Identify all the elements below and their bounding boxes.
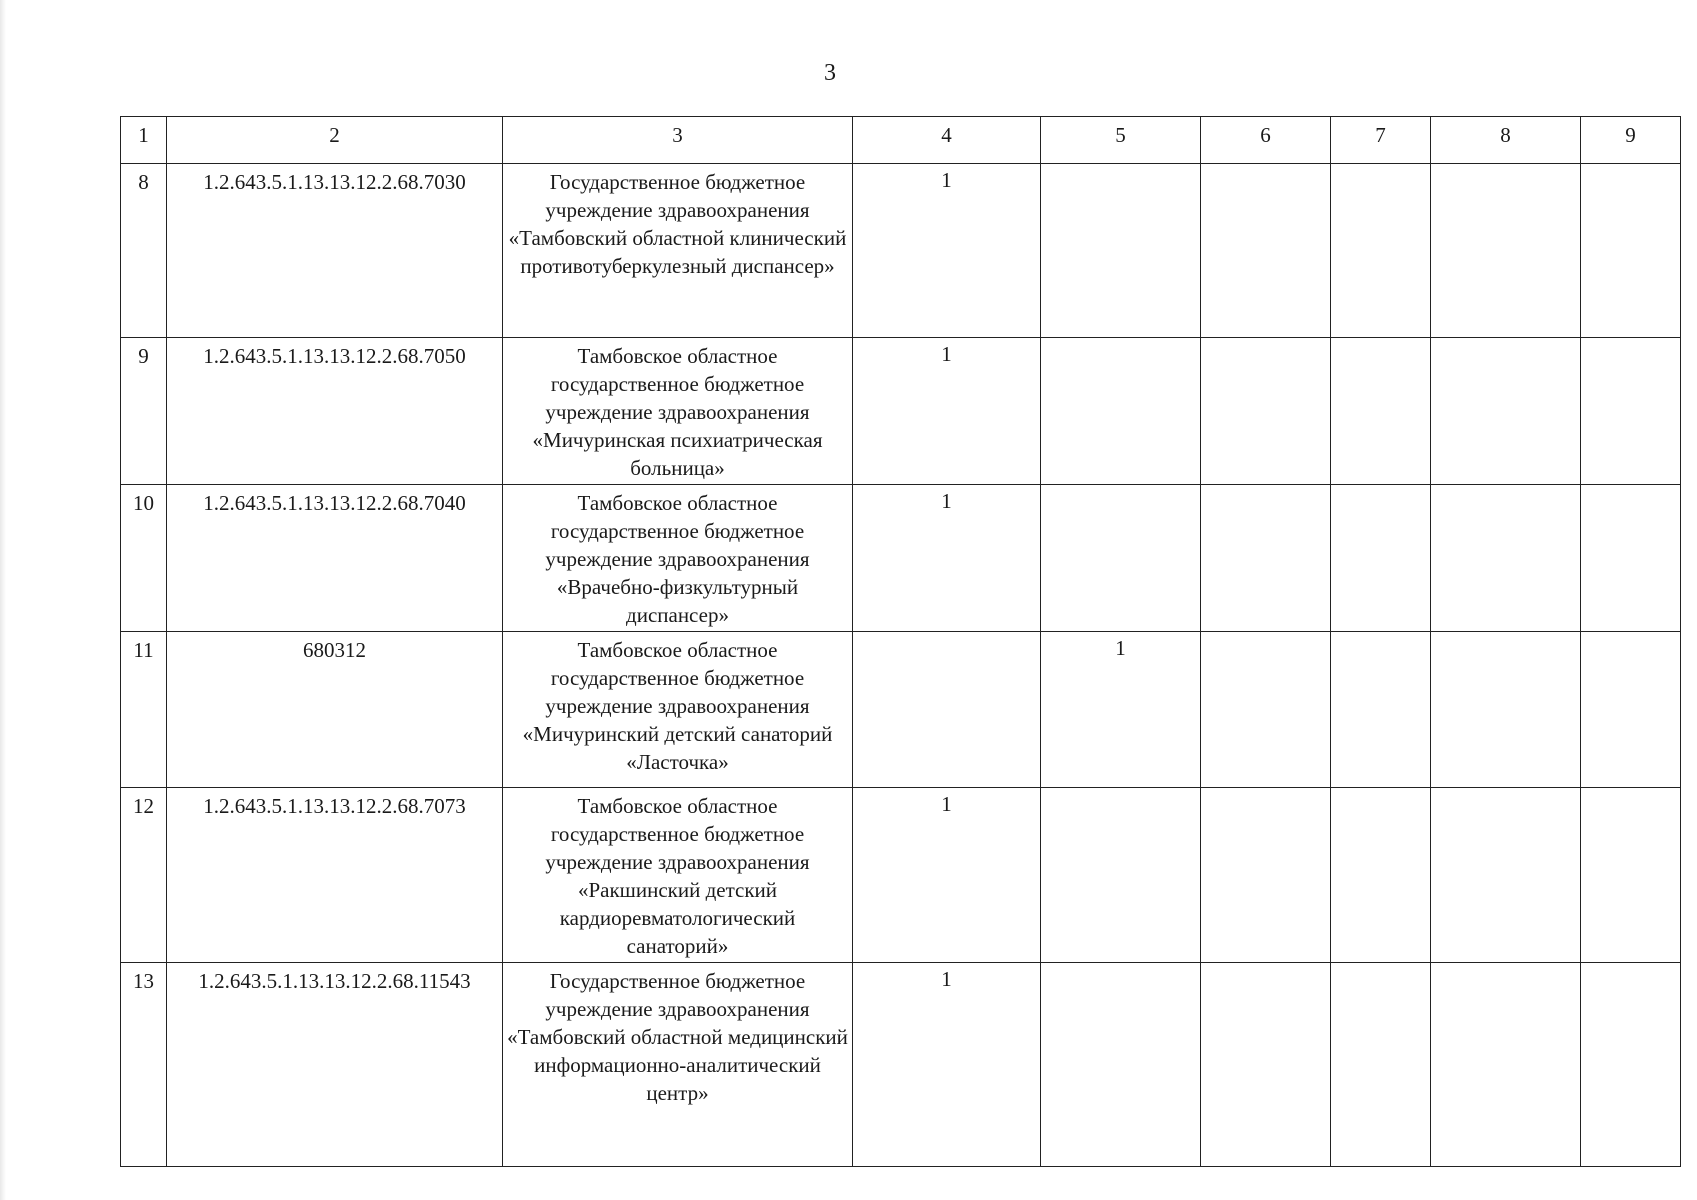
value-col-7 — [1331, 164, 1431, 338]
value-col-4: 1 — [853, 338, 1041, 485]
value-col-5: 1 — [1041, 632, 1201, 788]
organization-oid: 1.2.643.5.1.13.13.12.2.68.11543 — [167, 963, 503, 1167]
organization-oid: 1.2.643.5.1.13.13.12.2.68.7040 — [167, 485, 503, 632]
value-col-8 — [1431, 485, 1581, 632]
value-col-6 — [1201, 485, 1331, 632]
table-row — [121, 788, 1681, 963]
column-header: 2 — [167, 117, 503, 164]
organization-oid: 1.2.643.5.1.13.13.12.2.68.7073 — [167, 788, 503, 963]
value-col-9 — [1581, 485, 1681, 632]
organization-oid: 1.2.643.5.1.13.13.12.2.68.7050 — [167, 338, 503, 485]
value-col-8 — [1431, 788, 1581, 963]
organization-name: Государственное бюджетное учреждение здравоохранения «Тамбовский областной клинический противотуберкулезный диспансер» — [503, 164, 853, 338]
scan-edge — [0, 0, 6, 1200]
organization-name: Тамбовское областное государственное бюджетное учреждение здравоохранения «Мичуринский детский санаторий «Ласточка» — [503, 632, 853, 788]
column-header: 5 — [1041, 117, 1201, 164]
row-number: 10 — [121, 485, 167, 632]
value-col-7 — [1331, 485, 1431, 632]
organization-name: Тамбовское областное государственное бюджетное учреждение здравоохранения «Врачебно-физкультурный диспансер» — [503, 485, 853, 632]
value-col-5 — [1041, 164, 1201, 338]
value-col-8 — [1431, 164, 1581, 338]
value-col-6 — [1201, 788, 1331, 963]
organization-name: Тамбовское областное государственное бюджетное учреждение здравоохранения «Ракшинский детский кардиоревматологический санаторий» — [503, 788, 853, 963]
value-col-9 — [1581, 338, 1681, 485]
page-number: 3 — [824, 60, 836, 86]
organization-name: Государственное бюджетное учреждение здравоохранения «Тамбовский областной медицинский информационно-аналитический центр» — [503, 963, 853, 1167]
value-col-9 — [1581, 788, 1681, 963]
table-row — [121, 963, 1681, 1167]
value-col-5 — [1041, 338, 1201, 485]
row-number: 12 — [121, 788, 167, 963]
value-col-7 — [1331, 338, 1431, 485]
row-number: 9 — [121, 338, 167, 485]
table-row — [121, 164, 1681, 338]
value-col-7 — [1331, 788, 1431, 963]
value-col-9 — [1581, 632, 1681, 788]
table-row — [121, 485, 1681, 632]
column-header: 9 — [1581, 117, 1681, 164]
value-col-4: 1 — [853, 164, 1041, 338]
column-header: 6 — [1201, 117, 1331, 164]
column-header: 4 — [853, 117, 1041, 164]
value-col-6 — [1201, 632, 1331, 788]
value-col-8 — [1431, 338, 1581, 485]
organization-oid: 680312 — [167, 632, 503, 788]
value-col-5 — [1041, 788, 1201, 963]
value-col-4: 1 — [853, 788, 1041, 963]
value-col-7 — [1331, 963, 1431, 1167]
column-header: 3 — [503, 117, 853, 164]
table-row — [121, 632, 1681, 788]
value-col-6 — [1201, 338, 1331, 485]
row-number: 11 — [121, 632, 167, 788]
value-col-4: 1 — [853, 963, 1041, 1167]
value-col-7 — [1331, 632, 1431, 788]
value-col-4: 1 — [853, 485, 1041, 632]
value-col-6 — [1201, 164, 1331, 338]
organization-oid: 1.2.643.5.1.13.13.12.2.68.7030 — [167, 164, 503, 338]
registry-table — [120, 116, 1681, 1167]
value-col-5 — [1041, 963, 1201, 1167]
row-number: 8 — [121, 164, 167, 338]
value-col-6 — [1201, 963, 1331, 1167]
value-col-5 — [1041, 485, 1201, 632]
organization-name: Тамбовское областное государственное бюджетное учреждение здравоохранения «Мичуринская психиатрическая больница» — [503, 338, 853, 485]
value-col-9 — [1581, 164, 1681, 338]
value-col-8 — [1431, 963, 1581, 1167]
column-header: 1 — [121, 117, 167, 164]
table-header-row — [121, 117, 1681, 164]
table-row — [121, 338, 1681, 485]
column-header: 7 — [1331, 117, 1431, 164]
value-col-8 — [1431, 632, 1581, 788]
column-header: 8 — [1431, 117, 1581, 164]
row-number: 13 — [121, 963, 167, 1167]
value-col-4 — [853, 632, 1041, 788]
value-col-9 — [1581, 963, 1681, 1167]
